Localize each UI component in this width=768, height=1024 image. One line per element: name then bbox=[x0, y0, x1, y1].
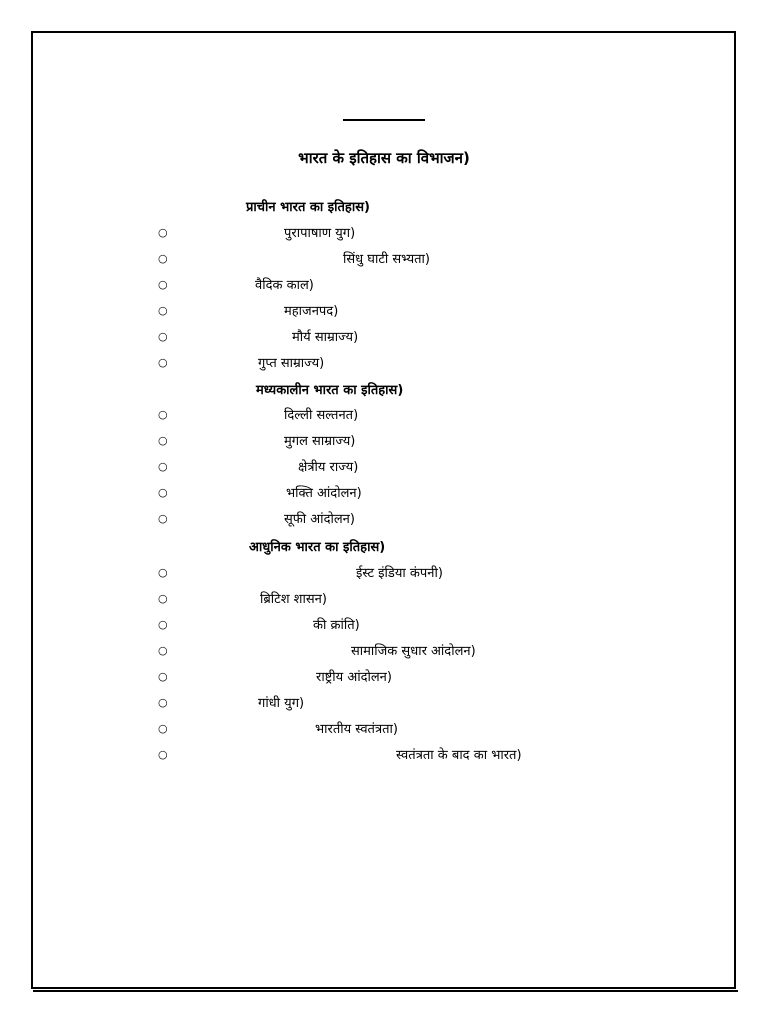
list-item: महाजनपद) bbox=[284, 304, 339, 319]
bullet-icon: ○ bbox=[158, 618, 168, 631]
list-item: की क्रांति) bbox=[313, 618, 360, 633]
list-item: क्षेत्रीय राज्य) bbox=[298, 460, 359, 475]
bullet-icon: ○ bbox=[158, 330, 168, 343]
bullet-icon: ○ bbox=[158, 278, 168, 291]
bullet-icon: ○ bbox=[158, 252, 168, 265]
bullet-icon: ○ bbox=[158, 644, 168, 657]
list-item: मौर्य साम्राज्य) bbox=[292, 330, 359, 345]
list-item: ईस्ट इंडिया कंपनी) bbox=[356, 566, 443, 581]
list-item: भारतीय स्वतंत्रता) bbox=[315, 722, 398, 737]
list-item: स्वतंत्रता के बाद का भारत) bbox=[396, 748, 522, 763]
page-border bbox=[31, 31, 736, 989]
document-title: भारत के इतिहास का विभाजन) bbox=[298, 149, 470, 167]
section-heading-modern: आधुनिक भारत का इतिहास) bbox=[249, 540, 386, 555]
page-border-bottom-double bbox=[33, 990, 738, 992]
bullet-icon: ○ bbox=[158, 356, 168, 369]
list-item: वैदिक काल) bbox=[255, 278, 314, 293]
bullet-icon: ○ bbox=[158, 670, 168, 683]
list-item: सूफी आंदोलन) bbox=[284, 512, 355, 527]
bullet-icon: ○ bbox=[158, 748, 168, 761]
bullet-icon: ○ bbox=[158, 486, 168, 499]
bullet-icon: ○ bbox=[158, 460, 168, 473]
list-item: सिंधु घाटी सभ्यता) bbox=[343, 252, 430, 267]
list-item: भक्ति आंदोलन) bbox=[286, 486, 362, 501]
bullet-icon: ○ bbox=[158, 434, 168, 447]
bullet-icon: ○ bbox=[158, 566, 168, 579]
list-item: राष्ट्रीय आंदोलन) bbox=[316, 670, 392, 685]
list-item: गुप्त साम्राज्य) bbox=[258, 356, 325, 371]
bullet-icon: ○ bbox=[158, 304, 168, 317]
title-rule bbox=[343, 119, 425, 121]
list-item: मुगल साम्राज्य) bbox=[284, 434, 356, 449]
section-heading-medieval: मध्यकालीन भारत का इतिहास) bbox=[256, 383, 404, 398]
list-item: ब्रिटिश शासन) bbox=[260, 592, 327, 607]
bullet-icon: ○ bbox=[158, 696, 168, 709]
bullet-icon: ○ bbox=[158, 592, 168, 605]
section-heading-ancient: प्राचीन भारत का इतिहास) bbox=[246, 200, 370, 215]
list-item: दिल्ली सल्तनत) bbox=[284, 408, 359, 423]
list-item: पुरापाषाण युग) bbox=[284, 226, 356, 241]
bullet-icon: ○ bbox=[158, 408, 168, 421]
bullet-icon: ○ bbox=[158, 226, 168, 239]
list-item: गांधी युग) bbox=[258, 696, 305, 711]
bullet-icon: ○ bbox=[158, 512, 168, 525]
list-item: सामाजिक सुधार आंदोलन) bbox=[351, 644, 476, 659]
bullet-icon: ○ bbox=[158, 722, 168, 735]
